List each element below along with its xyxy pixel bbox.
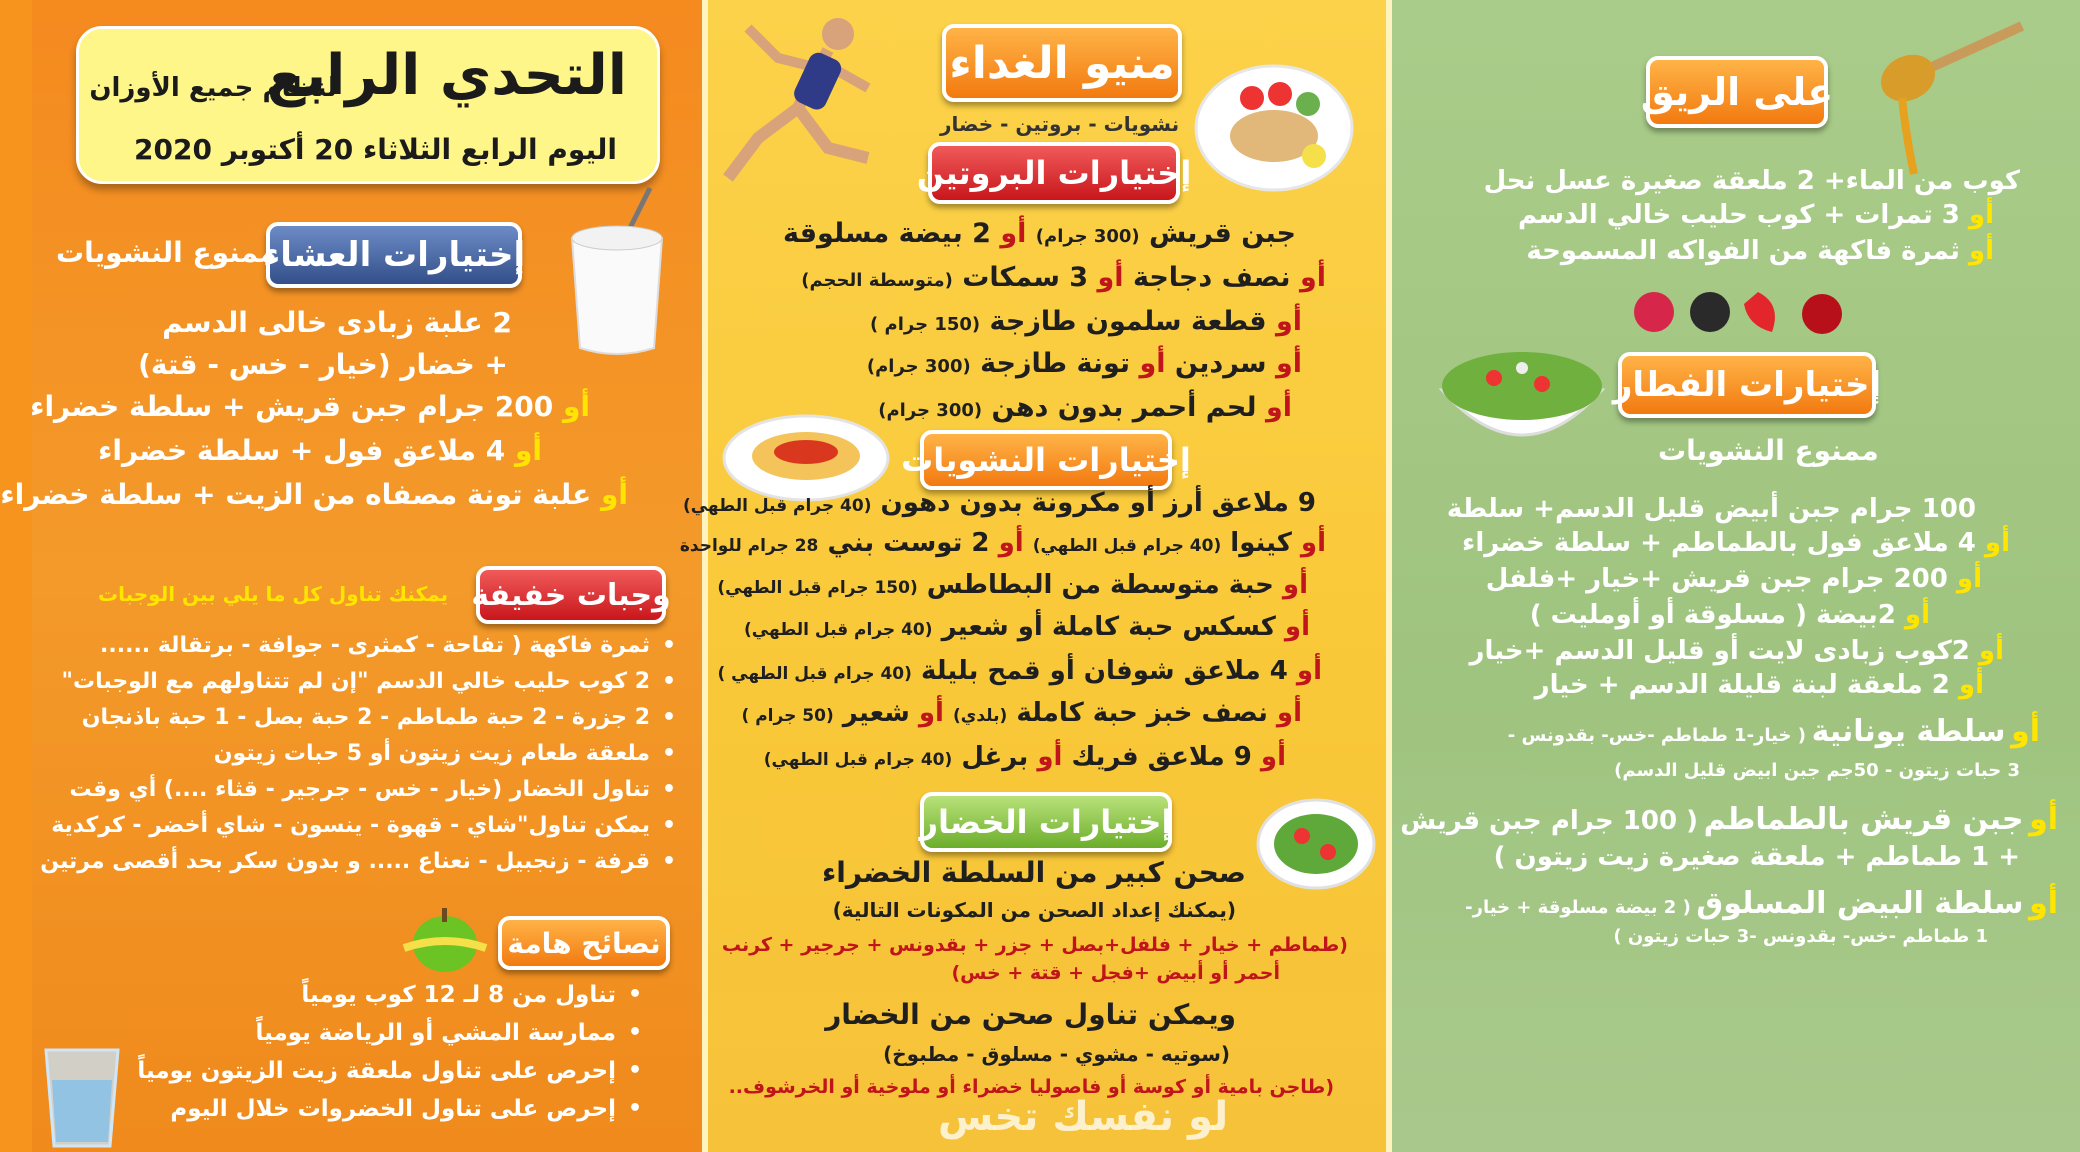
- carb-alt: شعير: [842, 698, 910, 728]
- or-word: أو: [1097, 262, 1124, 293]
- dinner-column: [0, 0, 702, 1152]
- tips-list: [137, 976, 642, 1128]
- greek-salad-ingredients-2: 3 حبات زيتون - 50جم جبن ابيض قليل الدسم): [1614, 760, 2020, 781]
- lunch-subtitle: نشويات - بروتين - خضار: [940, 112, 1180, 136]
- carb-alt: برغل: [961, 742, 1029, 772]
- or-word: أو: [2011, 714, 2040, 749]
- carb-qty: (40 جرام قبل الطهي): [682, 496, 872, 516]
- snacks-list: [40, 628, 676, 880]
- breakfast-line-1: 100 جرام جبن أبيض قليل الدسم+ سلطة: [1446, 494, 1976, 524]
- or-word: أو: [1037, 742, 1063, 772]
- breakfast-line-4: 2بيضة ( مسلوقة أو أومليت ): [1529, 600, 1896, 630]
- fasting-option-3: [1526, 236, 1994, 266]
- protein-line-2: [801, 262, 1326, 293]
- veg-title: صحن كبير من السلطة الخضراء: [821, 856, 1246, 889]
- challenge-subtitle: لنظام جميع الأوزان: [89, 73, 337, 103]
- protein-qty: (متوسطة الحجم): [801, 270, 953, 291]
- slogan-watermark: لو نفسك تخس: [938, 1094, 1229, 1140]
- breakfast-line-6: 2 ملعقة لبنة قليلة الدسم + خيار: [1534, 670, 1950, 700]
- breakfast-salad-icon: [1432, 330, 1612, 470]
- dinner-line-2: + خضار (خيار - خس - قتة): [138, 348, 508, 381]
- snacks-note: يمكنك تناول كل ما يلي بين الوجبات: [98, 582, 449, 606]
- carb-qty: (40 جرام قبل الطهي): [763, 750, 953, 770]
- breakfast-option-5: [1470, 636, 2004, 666]
- protein-qty: (150 جرام ): [870, 314, 981, 335]
- carb-line-6: [742, 698, 1302, 728]
- carb-alt: 2 توست بني: [827, 528, 990, 558]
- carb-qty-2: (50 جرام ): [741, 706, 834, 726]
- egg-salad-ingredients-2: 1 طماطم -خس- بقدونس -3 حبات زيتون ): [1613, 926, 1988, 947]
- protein-line-4: [867, 348, 1302, 379]
- or-word: أو: [1284, 612, 1310, 642]
- tips-badge: نصائح هامة: [498, 916, 670, 970]
- or-word: أو: [1299, 262, 1326, 293]
- dinner-option-3: [30, 390, 590, 423]
- carb-qty: (40 جرام قبل الطهي): [744, 620, 933, 640]
- challenge-title: التحدي الرابع: [266, 43, 627, 108]
- or-word: أو: [1265, 392, 1292, 423]
- egg-salad-title: سلطة البيض المسلوق: [1696, 886, 2024, 921]
- carb-main: 4 ملاعق شوفان أو قمح بليلة: [920, 656, 1288, 686]
- breakfast-option-4: [1530, 600, 1930, 630]
- or-word: أو: [1958, 670, 1984, 700]
- egg-salad-option: [1465, 886, 2058, 921]
- fasting-badge: على الريق: [1646, 56, 1828, 128]
- fasting-line-1: كوب من الماء+ 2 ملعقة صغيرة عسل نحل: [1483, 166, 2020, 196]
- tip-item: • ممارسة المشي أو الرياضة يومياً: [137, 1014, 642, 1052]
- dinner-line-5: علبة تونة مصفاه من الزيت + سلطة خضراء: [0, 478, 592, 511]
- greek-salad-option: [1508, 714, 2040, 749]
- or-word: أو: [1139, 348, 1166, 379]
- or-word: أو: [1984, 528, 2010, 558]
- carb-qty: (40 جرام قبل الطهي): [1032, 536, 1222, 556]
- cheese-tomato-option: [1400, 802, 2058, 837]
- egg-salad-ingredients-1: ( 2 بيضة مسلوقة + خيار-: [1465, 897, 1691, 918]
- snack-item: • يمكن تناول"شاي - قهوة - ينسون - شاي أخضر - كركدية: [40, 808, 676, 844]
- fruits-icon: [1632, 286, 1852, 334]
- greek-salad-title: سلطة يونانية: [1811, 714, 2006, 749]
- dinner-option-4: [98, 434, 542, 467]
- protein-main: نصف دجاجة: [1132, 262, 1291, 293]
- carb-qty: (بلدي): [953, 706, 1008, 726]
- carb-line-1: [683, 488, 1316, 518]
- or-word: أو: [1956, 564, 1982, 594]
- snack-item: • 2 جزرة - 2 حبة طماطم - 2 حبة بصل - 1 حبة باذنجان: [40, 700, 676, 736]
- salad-bowl-icon: [1256, 798, 1376, 890]
- runner-icon: [718, 8, 888, 188]
- protein-alt: 3 سمكات: [962, 262, 1089, 293]
- cheese-tomato-title: جبن قريش بالطماطم: [1703, 802, 2024, 837]
- carb-line-3: [717, 570, 1308, 600]
- carbs-badge: إختيارات النشويات: [920, 430, 1172, 490]
- carb-line-2: [680, 528, 1326, 558]
- protein-line-5: [878, 392, 1292, 423]
- protein-qty: (300 جرام): [866, 356, 971, 377]
- or-word: أو: [1275, 348, 1302, 379]
- or-word: أو: [918, 698, 944, 728]
- snack-item-cont: • قرفة - زنجبيل - نعناع ..... و بدون سكر بحد أقصى مرتين: [40, 844, 676, 880]
- tip-item: • تناول من 8 لـ 12 كوب يومياً: [137, 976, 642, 1014]
- protein-alt: 2 بيضة مسلوقة: [782, 218, 991, 249]
- or-word: أو: [1000, 218, 1027, 249]
- veg-cooked-options: (طاجن بامية أو كوسة أو فاصوليا خضراء أو ملوخية أو الخرشوف..: [728, 1076, 1334, 1098]
- or-word: أو: [514, 434, 542, 467]
- carb-qty: (40 جرام قبل الطهي ): [717, 664, 912, 684]
- tip-item: • إحرص على تناول الخضروات خلال اليوم: [137, 1090, 642, 1128]
- snack-item: • ملعقة طعام زيت زيتون أو 5 حبات زيتون: [40, 736, 676, 772]
- dinner-line-1: 2 علبة زبادى خالى الدسم: [162, 306, 512, 339]
- veg-ingredients-1: (طماطم + خيار + فلفل+بصل + جزر + بقدونس + جرجير + كرنب: [721, 934, 1348, 956]
- carb-main: كسكس حبة كاملة أو شعير: [941, 612, 1276, 642]
- dinner-note: ممنوع النشويات: [56, 236, 277, 269]
- carb-line-4: [744, 612, 1310, 642]
- veg-cooked-title: ويمكن تناول صحن من الخضار: [825, 998, 1236, 1031]
- dinner-badge: إختيارات العشاء: [266, 222, 522, 288]
- carb-main: 9 ملاعق أرز أو مكرونة بدون دهون: [880, 488, 1316, 518]
- or-word: أو: [1276, 698, 1302, 728]
- or-word: أو: [2029, 886, 2058, 921]
- cheese-tomato-detail: ( 100 جرام جبن قريش: [1400, 806, 1698, 836]
- protein-line-1: [783, 218, 1296, 249]
- protein-main: جبن قريش: [1149, 218, 1296, 249]
- or-word: أو: [1300, 528, 1326, 558]
- fasting-option-2: [1518, 200, 1994, 230]
- or-word: أو: [1968, 236, 1994, 266]
- protein-line-3: [870, 306, 1302, 337]
- protein-qty: (300 جرام): [878, 400, 983, 421]
- lunch-column: [679, 0, 1392, 1152]
- protein-main: لحم أحمر بدون دهن: [991, 392, 1257, 423]
- breakfast-note: ممنوع النشويات: [1658, 434, 1879, 467]
- or-word: أو: [2029, 802, 2058, 837]
- fasting-line-2: 3 تمرات + كوب حليب خالي الدسم: [1518, 200, 1960, 230]
- carb-line-7: [764, 742, 1286, 772]
- or-word: أو: [600, 478, 628, 511]
- fish-plate-icon: [1194, 64, 1354, 192]
- snack-item: • تناول الخضار (خيار - خس - جرجير - قثاء ....) أي وقت: [40, 772, 676, 808]
- carb-line-5: [717, 656, 1322, 686]
- or-word: أو: [998, 528, 1024, 558]
- or-word: أو: [1275, 306, 1302, 337]
- or-word: أو: [562, 390, 590, 423]
- greek-salad-ingredients-1: ( خيار-1 طماطم -خس- بقدونس -: [1507, 725, 1806, 746]
- breakfast-badge: إختيارات الفطار: [1618, 352, 1876, 418]
- tip-item: • إحرص على تناول ملعقة زيت الزيتون يومياً: [137, 1052, 642, 1090]
- dinner-option-5: [0, 478, 628, 511]
- or-word: أو: [1282, 570, 1308, 600]
- or-word: أو: [1904, 600, 1930, 630]
- carb-main: 9 ملاعق فريك: [1071, 742, 1252, 772]
- snack-item: • 2 كوب حليب خالي الدسم "إن لم تتناولهم مع الوجبات": [40, 664, 676, 700]
- veg-badge: إختيارات الخضار: [920, 792, 1172, 852]
- or-word: أو: [1296, 656, 1322, 686]
- challenge-title-box: [76, 26, 660, 184]
- breakfast-option-3: [1486, 564, 1982, 594]
- veg-ingredients-2: أحمر أو أبيض +فجل + قتة + خس): [951, 962, 1280, 984]
- cheese-tomato-detail-2: + 1 طماطم + ملعقة صغيرة زيت زيتون ): [1493, 842, 2020, 872]
- apple-tape-icon: [400, 904, 490, 976]
- breakfast-line-2: 4 ملاعق فول بالطماطم + سلطة خضراء: [1462, 528, 1976, 558]
- veg-note: (يمكنك إعداد الصحن من المكونات التالية): [832, 898, 1236, 922]
- or-word: أو: [1968, 200, 1994, 230]
- carb-main: كينوا: [1230, 528, 1292, 558]
- protein-main: سردين: [1174, 348, 1267, 379]
- carb-main: نصف خبز حبة كاملة: [1016, 698, 1268, 728]
- honey-dipper-icon: [1862, 6, 2032, 176]
- snacks-badge: وجبات خفيفة: [476, 566, 666, 624]
- yogurt-cup-icon: [562, 188, 672, 358]
- protein-alt: تونة طازجة: [980, 348, 1131, 379]
- carb-main: حبة متوسطة من البطاطس: [926, 570, 1274, 600]
- protein-badge: إختيارات البروتين: [928, 142, 1180, 204]
- or-word: أو: [1978, 636, 2004, 666]
- breakfast-column: [1392, 0, 2080, 1152]
- lunch-badge: منيو الغداء: [942, 24, 1182, 102]
- breakfast-line-3: 200 جرام جبن قريش +خيار +فلفل: [1485, 564, 1948, 594]
- snack-item: • ثمرة فاكهة ( تفاحة - كمثرى - جوافة - برتقالة ......: [40, 628, 676, 664]
- breakfast-option-2: [1462, 528, 2010, 558]
- protein-qty: (300 جرام): [1035, 226, 1140, 247]
- or-word: أو: [1260, 742, 1286, 772]
- breakfast-option-6: [1535, 670, 1984, 700]
- carb-qty-2: 28 جرام للواحدة: [679, 536, 819, 556]
- breakfast-line-5: 2كوب زبادى لايت أو قليل الدسم +خيار: [1469, 636, 1970, 666]
- dinner-line-3: 200 جرام جبن قريش + سلطة خضراء: [30, 390, 554, 423]
- water-glass-icon: [32, 1000, 132, 1150]
- veg-cooked-note: (سوتيه - مشوي - مسلوق - مطبوخ): [883, 1042, 1230, 1066]
- fasting-line-3: ثمرة فاكهة من الفواكه المسموحة: [1526, 236, 1960, 266]
- protein-main: قطعة سلمون طازجة: [989, 306, 1267, 337]
- dinner-line-4: 4 ملاعق فول + سلطة خضراء: [98, 434, 506, 467]
- challenge-date: اليوم الرابع الثلاثاء 20 أكتوبر 2020: [134, 133, 617, 166]
- carb-qty: (150 جرام قبل الطهي): [717, 578, 918, 598]
